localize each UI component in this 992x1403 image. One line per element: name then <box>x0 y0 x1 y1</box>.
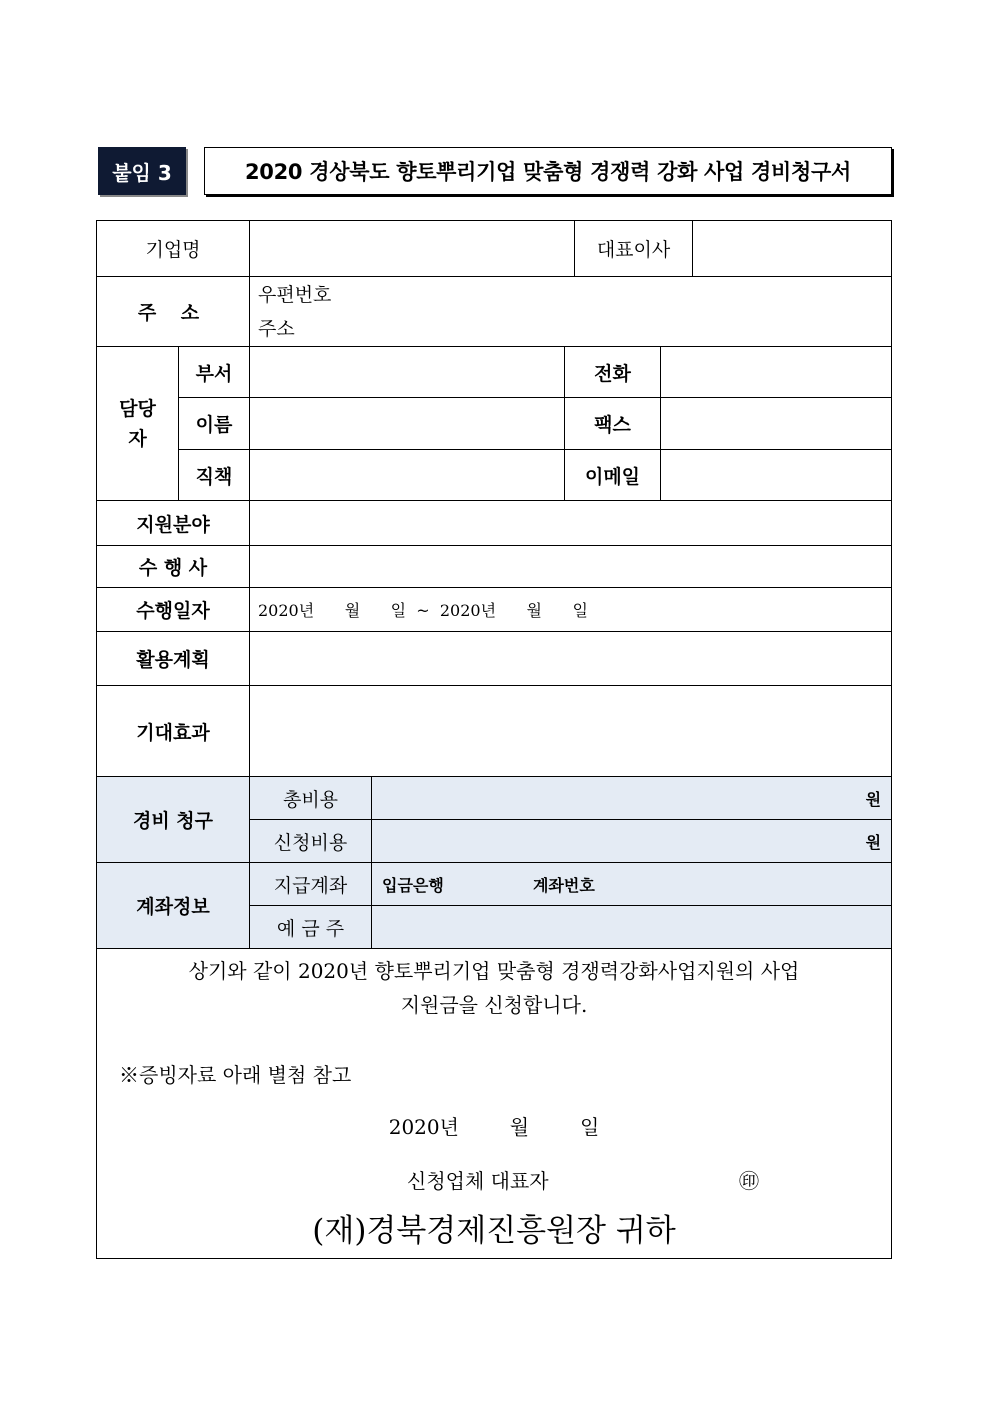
expense-claim-form <box>96 220 892 1259</box>
execution-date-field[interactable]: 2020년 월 일 ~ 2020년 월 일 <box>250 588 892 632</box>
support-field-label: 지원분야 <box>97 501 250 546</box>
seal-mark: ㊞ <box>739 1169 759 1193</box>
execution-date-label: 수행일자 <box>97 588 250 632</box>
document-title: 2020 경상북도 향토뿌리기업 맞춤형 경쟁력 강화 사업 경비청구서 <box>204 147 892 195</box>
email-label: 이메일 <box>565 450 661 501</box>
document-header <box>98 147 892 195</box>
usage-plan-field[interactable] <box>250 632 892 686</box>
attachment-badge: 붙임 3 <box>98 147 186 195</box>
phone-field[interactable] <box>661 347 892 398</box>
expense-claim-label: 경비 청구 <box>97 777 250 863</box>
account-holder-label: 예 금 주 <box>250 906 372 949</box>
vendor-label: 수 행 사 <box>97 546 250 588</box>
account-info-label: 계좌정보 <box>97 863 250 949</box>
address-line-label: 주소 <box>258 317 295 340</box>
postal-code-label: 우편번호 <box>258 283 332 306</box>
total-cost-label: 총비용 <box>250 777 372 820</box>
ceo-label: 대표이사 <box>575 221 693 277</box>
company-name-label: 기업명 <box>97 221 250 277</box>
payment-account-field[interactable]: 입금은행 계좌번호 <box>372 863 892 906</box>
application-date: 2020년 월 일 <box>388 1115 600 1139</box>
address-field[interactable] <box>250 277 892 347</box>
declaration-cell <box>97 949 892 1259</box>
request-cost-label: 신청비용 <box>250 820 372 863</box>
contact-person-label: 담당 자 <box>97 347 179 501</box>
position-field[interactable] <box>250 450 565 501</box>
name-label: 이름 <box>179 398 250 450</box>
applicant-label: 신청업체 대표자 <box>407 1169 549 1193</box>
fax-label: 팩스 <box>565 398 661 450</box>
vendor-field[interactable] <box>250 546 892 588</box>
statement-line-1: 상기와 같이 2020년 향토뿌리기업 맞춤형 경쟁력강화사업지원의 사업 <box>188 959 800 983</box>
expected-effect-field[interactable] <box>250 686 892 777</box>
total-cost-field[interactable]: 원 <box>372 777 892 820</box>
department-label: 부서 <box>179 347 250 398</box>
request-cost-field[interactable]: 원 <box>372 820 892 863</box>
payment-account-label: 지급계좌 <box>250 863 372 906</box>
recipient-line: (재)경북경제진흥원장 귀하 <box>312 1213 676 1249</box>
phone-label: 전화 <box>565 347 661 398</box>
department-field[interactable] <box>250 347 565 398</box>
statement-line-2: 지원금을 신청합니다. <box>400 993 588 1017</box>
fax-field[interactable] <box>661 398 892 450</box>
ceo-field[interactable] <box>693 221 892 277</box>
attachment-note: ※증빙자료 아래 별첨 참고 <box>119 1063 352 1087</box>
company-name-field[interactable] <box>250 221 575 277</box>
usage-plan-label: 활용계획 <box>97 632 250 686</box>
address-label: 주 소 <box>97 277 250 347</box>
expected-effect-label: 기대효과 <box>97 686 250 777</box>
support-field-field[interactable] <box>250 501 892 546</box>
account-holder-field[interactable] <box>372 906 892 949</box>
email-field[interactable] <box>661 450 892 501</box>
name-field[interactable] <box>250 398 565 450</box>
position-label: 직책 <box>179 450 250 501</box>
